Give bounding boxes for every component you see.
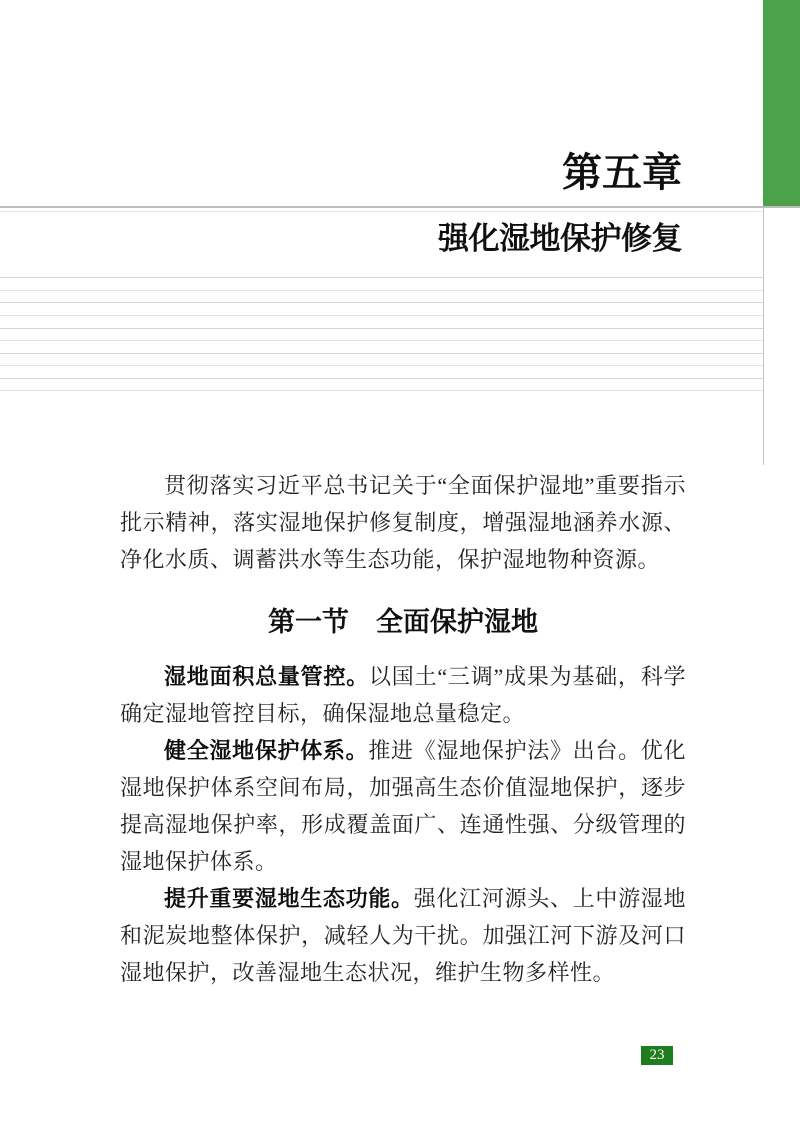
paragraph-wetland-area-control (120, 658, 686, 732)
ruled-line (0, 353, 763, 354)
ruled-line (0, 315, 763, 316)
intro-paragraph: 贯彻落实习近平总书记关于“全面保护湿地”重要指示批示精神，落实湿地保护修复制度，增强湿地涵养水源、净化水质、调蓄洪水等生态功能，保护湿地物种资源。 (120, 473, 686, 572)
chapter-number: 第五章 (562, 150, 682, 195)
ruled-line (0, 390, 763, 391)
header-divider-line-light (0, 211, 763, 212)
section-heading: 第一节 全面保护湿地 (268, 607, 538, 637)
paragraph-body: 以国土“三调”成果为基础，科学确定湿地管控目标，确保湿地总量稳定。 (120, 664, 686, 726)
paragraph-body: 推进《湿地保护法》出台。优化湿地保护体系空间布局，加强高生态价值湿地保护，逐步提高湿地保护率，形成覆盖面广、连通性强、分级管理的湿地保护体系。 (120, 738, 686, 874)
page-number-badge: 23 (641, 1046, 673, 1065)
paragraph-body: 强化江河源头、上中游湿地和泥炭地整体保护，减轻人为干扰。加强江河下游及河口湿地保护，改善湿地生态状况，维护生物多样性。 (120, 886, 686, 985)
ruled-line (0, 277, 763, 278)
ruled-line (0, 340, 763, 341)
paragraph-lead: 提升重要湿地生态功能。 (164, 886, 414, 911)
paragraph-ecological-function (120, 880, 686, 991)
right-margin-line (763, 208, 764, 465)
section-body (120, 658, 686, 991)
ruled-line (0, 328, 763, 329)
ruled-line (0, 290, 763, 291)
header-divider-line (0, 206, 800, 208)
chapter-title: 强化湿地保护修复 (438, 221, 682, 256)
ruled-line (0, 378, 763, 379)
paragraph-protection-system (120, 732, 686, 880)
paragraph-lead: 湿地面积总量管控。 (164, 664, 370, 689)
ruled-line (0, 302, 763, 303)
ruled-line (0, 365, 763, 366)
chapter-accent-bar (763, 0, 800, 208)
paragraph-lead: 健全湿地保护体系。 (164, 738, 369, 763)
